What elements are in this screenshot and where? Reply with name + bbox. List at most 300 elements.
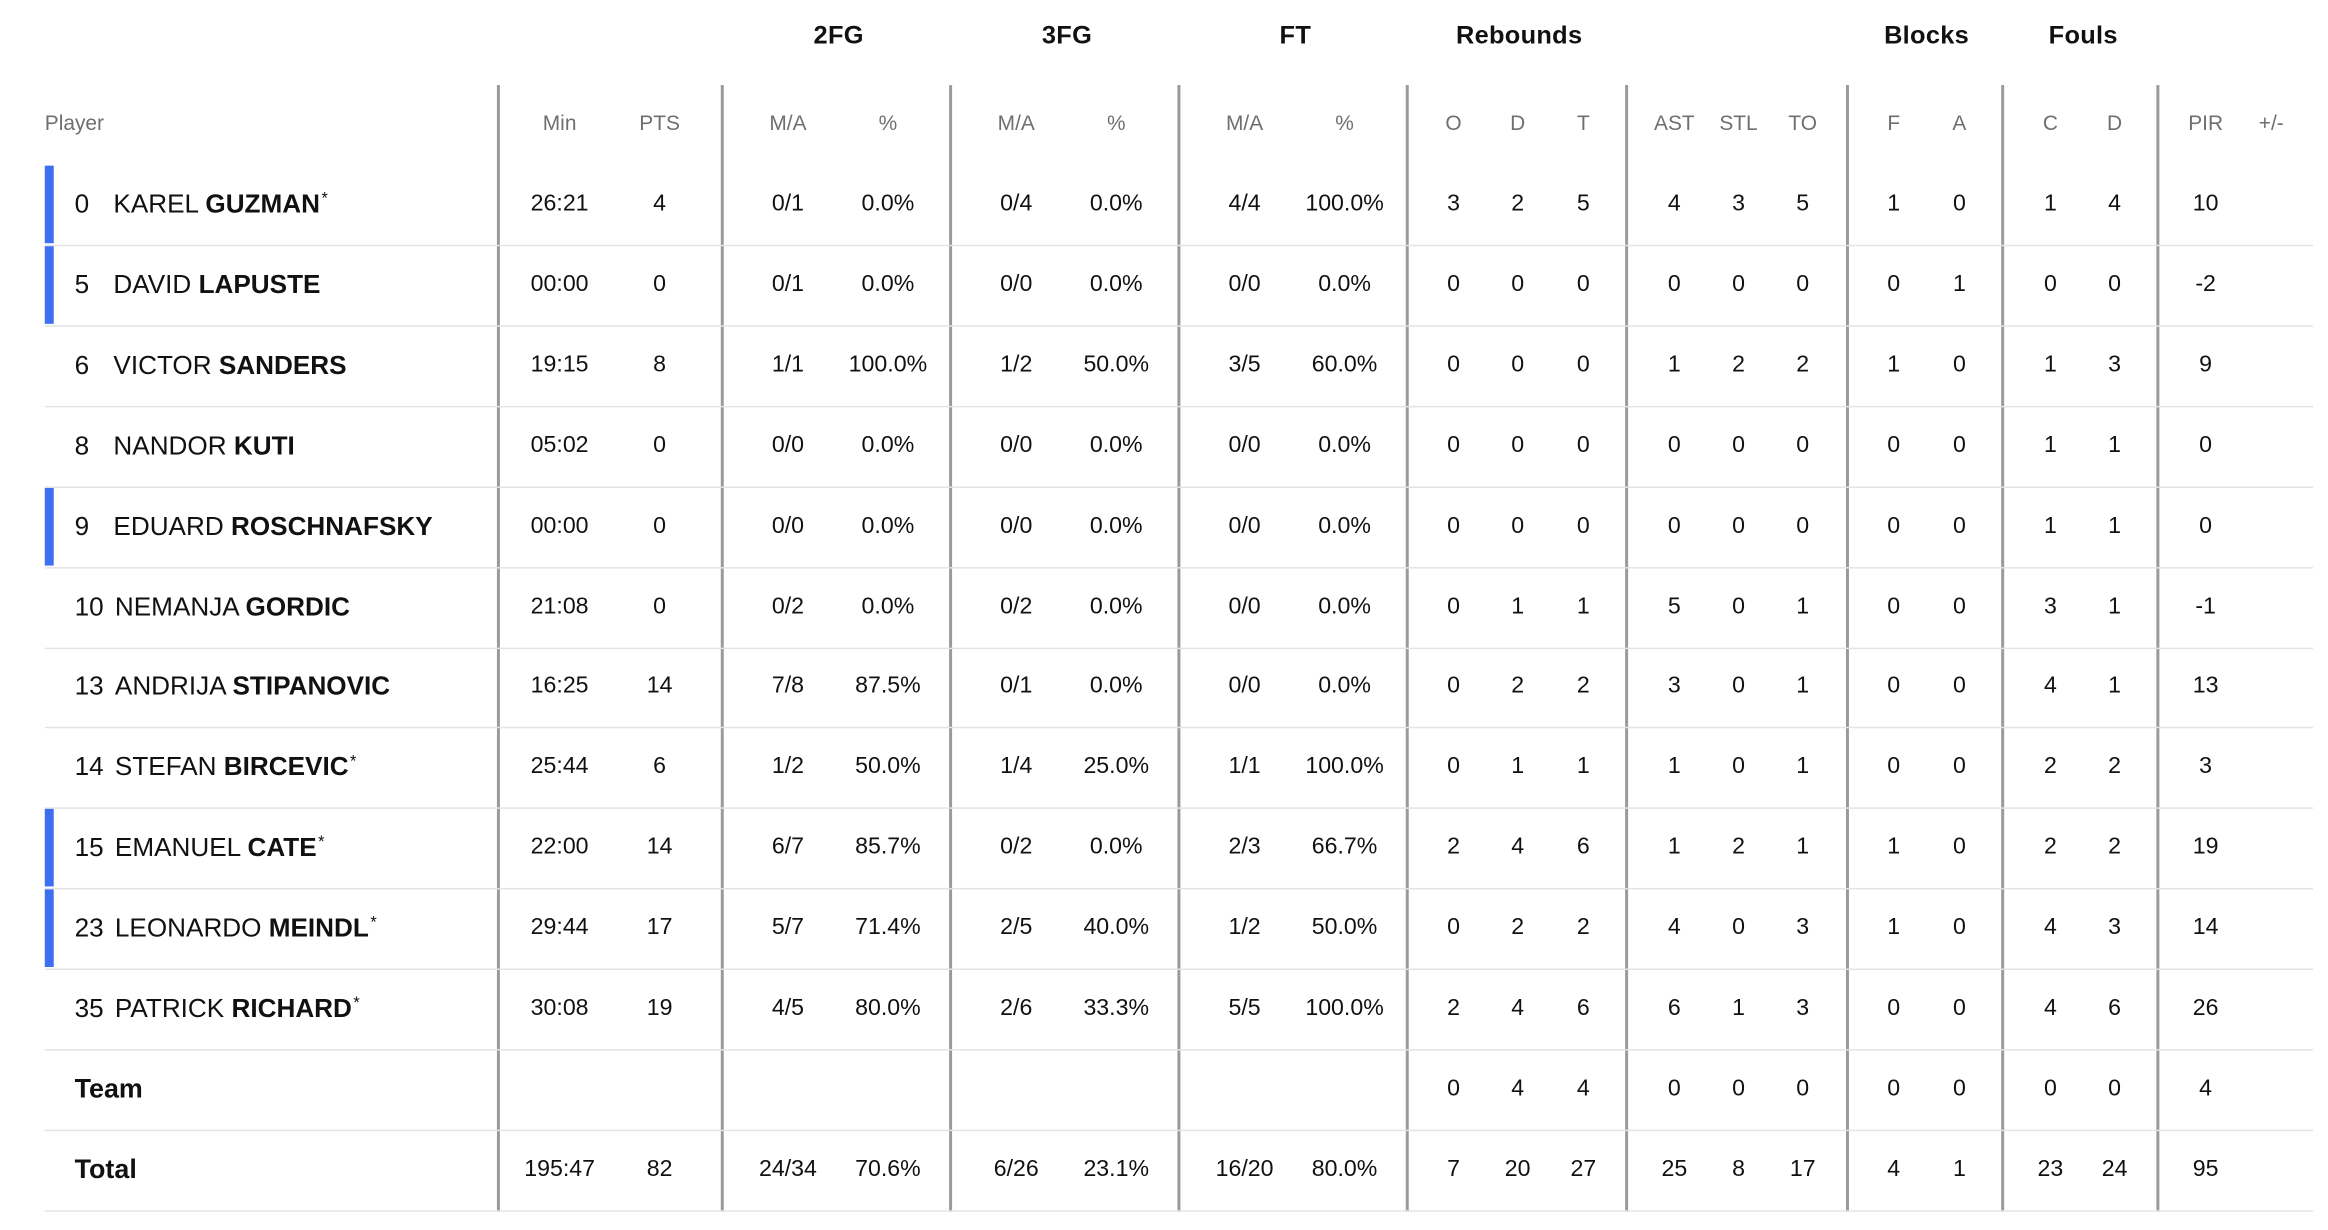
cell-d: 0 [1511, 512, 1525, 539]
subheader-stl: STL [1719, 110, 1758, 135]
cell-o: 7 [1447, 1156, 1460, 1182]
cell-min: 29:44 [530, 914, 589, 941]
cell-pir: -2 [2195, 271, 2216, 297]
cell-ft-pct: 0.0% [1318, 432, 1371, 458]
player-name-link[interactable] [115, 591, 350, 622]
cell-to: 1 [1796, 593, 1810, 619]
cell-pir: 95 [2192, 1156, 2219, 1182]
cell-to: 17 [1789, 1156, 1816, 1182]
cell-ast: 1 [1667, 351, 1681, 378]
cell-min: 05:02 [530, 432, 589, 458]
cell-fg2-ma: 6/7 [771, 834, 805, 860]
player-last-name: RICHARD [231, 993, 352, 1023]
cell-ft-ma: 0/0 [1228, 593, 1261, 619]
cell-pts: 8 [653, 351, 667, 378]
subheader-pts: PTS [639, 110, 680, 135]
cell-min: 00:00 [530, 271, 589, 297]
subheader-foul-d: D [2107, 110, 2123, 135]
player-number: 15 [74, 832, 104, 863]
cell-pir: 0 [2199, 512, 2213, 539]
player-last-name: SANDERS [218, 349, 347, 380]
cell-ast: 1 [1667, 754, 1681, 780]
starter-mark: * [370, 914, 377, 933]
cell-ba: 0 [1952, 673, 1966, 699]
cell-o: 3 [1447, 191, 1460, 217]
cell-o: 0 [1447, 914, 1460, 941]
cell-fg2-pct: 80.0% [855, 995, 921, 1021]
cell-d: 2 [1511, 914, 1525, 941]
subheader-3fg-pct: % [1106, 110, 1126, 135]
row-divider [45, 647, 2313, 648]
cell-stl: 2 [1732, 834, 1745, 860]
cell-stl: 3 [1732, 191, 1745, 217]
cell-to: 0 [1796, 512, 1810, 539]
group-header-blocks: Blocks [1884, 20, 1970, 50]
cell-fg2-ma: 0/1 [771, 271, 805, 297]
cell-pir: 26 [2192, 995, 2219, 1021]
player-first-name: NANDOR [113, 430, 227, 460]
cell-t: 0 [1576, 271, 1590, 297]
cell-pts: 6 [653, 754, 667, 780]
cell-ast: 5 [1667, 593, 1681, 619]
cell-fg3-ma: 0/2 [1000, 834, 1033, 860]
cell-o: 0 [1447, 271, 1460, 297]
cell-ast: 1 [1667, 834, 1681, 860]
cell-fc: 2 [2043, 754, 2057, 780]
player-name-link[interactable] [113, 189, 327, 220]
cell-stl: 0 [1732, 512, 1745, 539]
cell-pts: 4 [653, 191, 667, 217]
cell-ba: 0 [1952, 593, 1966, 619]
cell-fd: 24 [2101, 1156, 2128, 1182]
cell-fg2-ma: 0/0 [771, 512, 805, 539]
player-name-link[interactable] [115, 913, 377, 944]
player-name-link[interactable] [115, 832, 325, 863]
cell-fg3-ma: 1/4 [1000, 754, 1033, 780]
cell-t: 4 [1576, 1075, 1590, 1102]
cell-min: 195:47 [524, 1156, 595, 1182]
cell-to: 0 [1796, 271, 1810, 297]
cell-fg3-ma: 2/5 [1000, 914, 1033, 941]
player-first-name: STEFAN [114, 751, 217, 782]
cell-to: 1 [1796, 834, 1810, 860]
player-number: 5 [74, 269, 90, 300]
cell-bf: 1 [1887, 351, 1901, 378]
cell-ba: 0 [1952, 1075, 1966, 1102]
subheader-foul-c: C [2042, 110, 2058, 135]
row-divider [45, 245, 2313, 246]
player-last-name: MEINDL [268, 912, 369, 943]
cell-fg2-pct: 87.5% [855, 673, 921, 699]
cell-pir: 13 [2192, 673, 2219, 699]
cell-d: 1 [1511, 593, 1525, 619]
cell-ft-pct: 66.7% [1311, 834, 1378, 860]
cell-fg3-ma: 1/2 [1000, 351, 1033, 378]
cell-fd: 1 [2108, 673, 2122, 699]
player-number: 0 [74, 188, 90, 219]
cell-fc: 23 [2037, 1156, 2064, 1182]
cell-fg2-ma: 4/5 [771, 995, 805, 1021]
player-first-name: EMANUEL [114, 832, 241, 863]
cell-fg2-pct: 50.0% [855, 754, 921, 780]
cell-ft-ma: 2/3 [1228, 834, 1261, 860]
cell-t: 1 [1576, 754, 1590, 780]
cell-ft-ma: 4/4 [1228, 191, 1261, 217]
cell-ft-ma: 3/5 [1228, 351, 1261, 378]
cell-fg2-pct: 100.0% [848, 351, 928, 378]
cell-to: 3 [1796, 995, 1810, 1021]
cell-ft-pct: 80.0% [1311, 1156, 1378, 1182]
row-divider [45, 1049, 2313, 1050]
cell-fd: 1 [2108, 432, 2122, 458]
cell-ba: 0 [1952, 995, 1966, 1021]
cell-bf: 4 [1887, 1156, 1901, 1182]
cell-pir: 10 [2192, 191, 2219, 217]
cell-stl: 0 [1732, 271, 1745, 297]
cell-ast: 0 [1667, 432, 1681, 458]
player-first-name: EDUARD [113, 510, 224, 541]
row-divider [45, 727, 2313, 728]
player-last-name: GORDIC [245, 590, 350, 621]
cell-pts: 17 [646, 914, 673, 941]
cell-d: 4 [1511, 834, 1525, 860]
subheader-reb-d: D [1510, 110, 1526, 135]
cell-min: 21:08 [530, 593, 589, 619]
cell-bf: 0 [1887, 271, 1901, 297]
cell-fg3-ma: 0/0 [1000, 271, 1033, 297]
cell-ba: 0 [1952, 512, 1966, 539]
player-last-name: CATE [247, 832, 317, 863]
cell-o: 0 [1447, 1075, 1460, 1102]
player-first-name: LEONARDO [114, 912, 262, 943]
player-first-name: ANDRIJA [114, 671, 226, 702]
player-name-link[interactable] [115, 993, 360, 1024]
cell-ba: 0 [1952, 191, 1966, 217]
cell-d: 0 [1511, 271, 1525, 297]
player-first-name: VICTOR [113, 349, 212, 380]
row-divider [45, 566, 2313, 567]
cell-pir: 3 [2199, 754, 2213, 780]
cell-bf: 1 [1887, 191, 1901, 217]
cell-fc: 4 [2043, 914, 2057, 941]
cell-ba: 0 [1952, 834, 1966, 860]
cell-min: 25:44 [530, 754, 589, 780]
cell-d: 20 [1504, 1156, 1531, 1182]
cell-fg2-pct: 0.0% [861, 271, 915, 297]
cell-pir: 4 [2199, 1075, 2213, 1102]
cell-bf: 0 [1887, 673, 1901, 699]
cell-o: 0 [1447, 754, 1460, 780]
cell-to: 3 [1796, 914, 1810, 941]
subheader-2fg-ma: M/A [769, 110, 807, 135]
cell-t: 0 [1576, 351, 1590, 378]
cell-ft-ma: 0/0 [1228, 432, 1261, 458]
cell-ft-pct: 0.0% [1318, 512, 1371, 539]
cell-o: 0 [1447, 432, 1460, 458]
cell-to: 1 [1796, 754, 1810, 780]
cell-fg3-ma: 0/1 [1000, 673, 1033, 699]
subheader-blk-f: F [1887, 110, 1901, 135]
player-number: 13 [74, 671, 104, 702]
player-last-name: KUTI [233, 430, 295, 460]
cell-fg3-pct: 25.0% [1083, 754, 1150, 780]
cell-fg3-pct: 33.3% [1083, 995, 1150, 1021]
player-name-link[interactable] [113, 511, 432, 542]
starter-mark: * [350, 753, 357, 772]
cell-fg2-ma: 24/34 [758, 1156, 817, 1182]
player-name-link[interactable] [113, 430, 294, 461]
cell-d: 2 [1511, 191, 1525, 217]
cell-stl: 0 [1732, 914, 1745, 941]
cell-fc: 0 [2043, 271, 2057, 297]
cell-fg2-pct: 0.0% [861, 593, 915, 619]
cell-min: 16:25 [530, 673, 589, 699]
row-divider [45, 486, 2313, 487]
player-first-name: NEMANJA [114, 590, 239, 621]
cell-fg3-pct: 0.0% [1089, 673, 1143, 699]
cell-fg2-pct: 71.4% [855, 914, 921, 941]
cell-fg3-pct: 40.0% [1083, 914, 1150, 941]
cell-min: 30:08 [530, 995, 589, 1021]
player-last-name: GUZMAN [205, 188, 320, 219]
row-marker [45, 890, 54, 968]
cell-fd: 0 [2108, 1075, 2122, 1102]
cell-pts: 19 [646, 995, 673, 1021]
cell-stl: 0 [1732, 593, 1745, 619]
player-number: 9 [74, 510, 90, 541]
cell-o: 0 [1447, 351, 1460, 378]
cell-o: 0 [1447, 593, 1460, 619]
player-number: 6 [74, 349, 90, 380]
subheader-to: TO [1788, 110, 1818, 135]
cell-bf: 0 [1887, 1075, 1901, 1102]
subheader-blk-a: A [1952, 110, 1967, 135]
cell-ft-pct: 100.0% [1305, 754, 1384, 780]
cell-ast: 0 [1667, 512, 1681, 539]
cell-o: 0 [1447, 673, 1460, 699]
cell-fg2-ma: 0/2 [771, 593, 805, 619]
row-divider [45, 1210, 2313, 1211]
cell-fd: 0 [2108, 271, 2122, 297]
cell-o: 2 [1447, 995, 1460, 1021]
player-name-link[interactable] [115, 752, 357, 783]
cell-t: 27 [1570, 1156, 1597, 1182]
cell-fg3-ma: 0/4 [1000, 191, 1033, 217]
cell-stl: 0 [1732, 432, 1745, 458]
player-number: 14 [74, 751, 104, 782]
cell-ft-ma: 0/0 [1228, 512, 1261, 539]
cell-pts: 14 [646, 673, 673, 699]
cell-ast: 6 [1667, 995, 1681, 1021]
cell-fd: 6 [2108, 995, 2122, 1021]
cell-ft-pct: 0.0% [1318, 271, 1371, 297]
cell-fg2-ma: 7/8 [771, 673, 805, 699]
cell-ba: 0 [1952, 914, 1966, 941]
group-header-2fg: 2FG [813, 20, 864, 50]
cell-fc: 2 [2043, 834, 2057, 860]
player-name-link[interactable] [115, 671, 390, 702]
subheader-pir: PIR [2188, 110, 2224, 135]
cell-ft-ma: 0/0 [1228, 271, 1261, 297]
cell-stl: 0 [1732, 1075, 1745, 1102]
cell-d: 4 [1511, 995, 1525, 1021]
cell-pir: 14 [2192, 914, 2219, 941]
cell-ba: 1 [1952, 1156, 1966, 1182]
cell-fg3-pct: 0.0% [1089, 432, 1143, 458]
cell-ast: 3 [1667, 673, 1681, 699]
cell-t: 2 [1576, 914, 1590, 941]
subheader-min: Min [542, 110, 577, 135]
cell-fg3-pct: 0.0% [1089, 191, 1143, 217]
cell-ft-pct: 0.0% [1318, 673, 1371, 699]
cell-t: 2 [1576, 673, 1590, 699]
cell-to: 2 [1796, 351, 1810, 378]
row-divider [45, 808, 2313, 809]
cell-fg3-pct: 0.0% [1089, 593, 1143, 619]
cell-ast: 25 [1661, 1156, 1688, 1182]
cell-fg3-ma: 2/6 [1000, 995, 1033, 1021]
cell-fc: 3 [2043, 593, 2057, 619]
cell-fc: 1 [2043, 191, 2057, 217]
cell-ast: 4 [1667, 914, 1681, 941]
cell-fg2-ma: 1/2 [771, 754, 805, 780]
cell-fg3-pct: 23.1% [1083, 1156, 1150, 1182]
group-header-fouls: Fouls [2048, 20, 2118, 50]
cell-fg2-pct: 85.7% [855, 834, 921, 860]
cell-fg3-ma: 0/2 [1000, 593, 1033, 619]
cell-ba: 0 [1952, 432, 1966, 458]
row-marker [45, 246, 54, 324]
subheader-reb-o: O [1445, 110, 1462, 135]
cell-ft-ma: 1/1 [1228, 754, 1261, 780]
cell-min: 26:21 [530, 191, 589, 217]
row-divider [45, 325, 2313, 326]
player-last-name: ROSCHNAFSKY [230, 510, 433, 541]
subheader-ft-pct: % [1335, 110, 1354, 135]
cell-t: 0 [1576, 432, 1590, 458]
subheader-plusminus: +/- [2258, 110, 2284, 135]
cell-fg2-ma: 0/0 [771, 432, 805, 458]
cell-fg3-pct: 0.0% [1089, 271, 1143, 297]
cell-pir: 9 [2199, 351, 2213, 378]
player-name-link[interactable] [113, 350, 346, 381]
cell-pts: 0 [653, 512, 667, 539]
cell-t: 6 [1576, 995, 1590, 1021]
cell-fg3-ma: 0/0 [1000, 432, 1033, 458]
cell-pir: -1 [2195, 593, 2216, 619]
cell-ft-pct: 60.0% [1311, 351, 1378, 378]
player-last-name: LAPUSTE [198, 269, 321, 300]
cell-d: 1 [1511, 754, 1525, 780]
cell-o: 2 [1447, 834, 1460, 860]
cell-ft-pct: 100.0% [1305, 191, 1384, 217]
cell-fg3-pct: 0.0% [1089, 834, 1143, 860]
cell-pts: 0 [653, 271, 667, 297]
cell-fc: 1 [2043, 512, 2057, 539]
player-number: 10 [74, 590, 104, 621]
player-first-name: DAVID [113, 269, 192, 300]
cell-ast: 0 [1667, 1075, 1681, 1102]
cell-ast: 4 [1667, 191, 1681, 217]
subheader-reb-t: T [1576, 110, 1590, 135]
cell-fd: 2 [2108, 754, 2122, 780]
cell-min: 00:00 [530, 512, 589, 539]
cell-pir: 0 [2199, 432, 2213, 458]
cell-bf: 0 [1887, 995, 1901, 1021]
cell-ba: 1 [1952, 271, 1966, 297]
player-name-link[interactable] [113, 269, 320, 300]
cell-ba: 0 [1952, 754, 1966, 780]
cell-fg3-ma: 6/26 [993, 1156, 1039, 1182]
cell-fg3-pct: 50.0% [1083, 351, 1150, 378]
row-marker [45, 487, 54, 565]
row-divider [45, 406, 2313, 407]
cell-fg2-pct: 70.6% [855, 1156, 921, 1182]
cell-t: 1 [1576, 593, 1590, 619]
cell-fc: 0 [2043, 1075, 2057, 1102]
cell-d: 0 [1511, 432, 1525, 458]
row-marker [45, 166, 54, 244]
total-row-label: Total [74, 1153, 137, 1184]
cell-fg2-pct: 0.0% [861, 432, 915, 458]
team-row-label: Team [74, 1073, 143, 1104]
cell-pts: 0 [653, 593, 667, 619]
cell-stl: 1 [1732, 995, 1745, 1021]
player-number: 23 [74, 912, 104, 943]
cell-min: 19:15 [530, 351, 589, 378]
subheader-player: Player [44, 110, 104, 135]
cell-fg2-ma: 0/1 [771, 191, 805, 217]
cell-bf: 0 [1887, 754, 1901, 780]
subheader-3fg-ma: M/A [997, 110, 1035, 135]
group-header-rebounds: Rebounds [1455, 20, 1583, 50]
row-marker [45, 809, 54, 887]
cell-bf: 1 [1887, 834, 1901, 860]
cell-ft-ma: 16/20 [1215, 1156, 1274, 1182]
cell-t: 5 [1576, 191, 1590, 217]
cell-stl: 0 [1732, 754, 1745, 780]
player-first-name: KAREL [113, 188, 199, 219]
cell-ft-ma: 5/5 [1228, 995, 1261, 1021]
cell-ft-ma: 0/0 [1228, 673, 1261, 699]
row-divider [45, 1130, 2313, 1131]
cell-to: 0 [1796, 432, 1810, 458]
cell-fc: 1 [2043, 351, 2057, 378]
player-last-name: BIRCEVIC [223, 751, 349, 782]
group-header-ft: FT [1279, 20, 1312, 50]
player-last-name: STIPANOVIC [232, 671, 391, 702]
cell-d: 2 [1511, 673, 1525, 699]
starter-mark: * [318, 833, 325, 852]
cell-fg2-pct: 0.0% [861, 191, 915, 217]
cell-d: 0 [1511, 351, 1525, 378]
cell-to: 5 [1796, 191, 1810, 217]
cell-fg3-pct: 0.0% [1089, 512, 1143, 539]
cell-t: 6 [1576, 834, 1590, 860]
cell-bf: 1 [1887, 914, 1901, 941]
cell-bf: 0 [1887, 593, 1901, 619]
player-number: 35 [74, 993, 104, 1023]
cell-fd: 1 [2108, 593, 2122, 619]
row-divider [45, 969, 2313, 970]
cell-stl: 8 [1732, 1156, 1745, 1182]
cell-pts: 14 [646, 834, 673, 860]
cell-to: 1 [1796, 673, 1810, 699]
cell-fd: 1 [2108, 512, 2122, 539]
cell-ast: 0 [1667, 271, 1681, 297]
cell-o: 0 [1447, 512, 1460, 539]
subheader-ast: AST [1654, 110, 1695, 135]
